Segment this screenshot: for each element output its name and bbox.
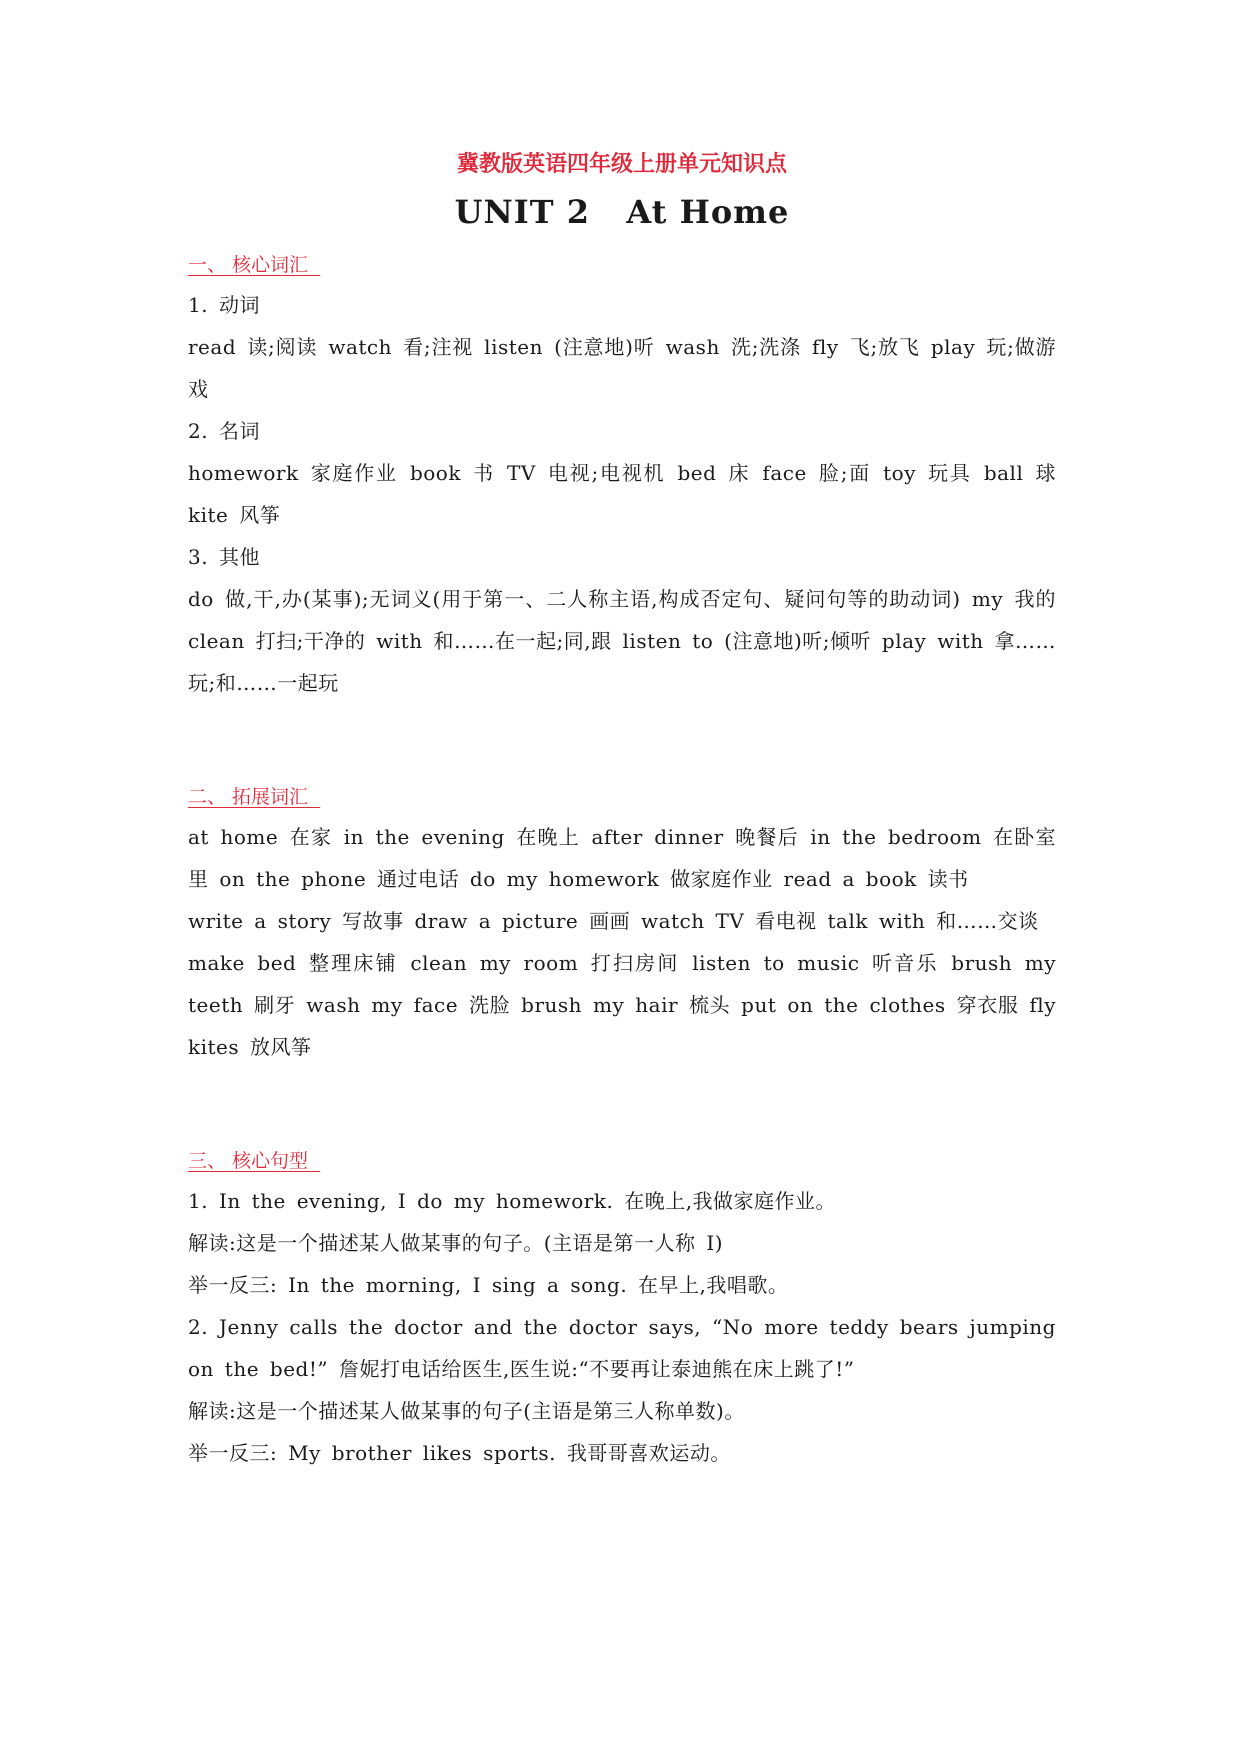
section-heading: 一、 核心词汇	[188, 254, 321, 276]
sentence-1-example: 举一反三: In the morning, I sing a song. 在早上,我唱歌。	[188, 1273, 789, 1297]
sentence-1-explanation: 解读:这是一个描述某人做某事的句子。(主语是第一人称 I)	[188, 1231, 724, 1255]
document-title: UNIT 2 At Home	[454, 193, 790, 231]
subheading-others: 3. 其他	[188, 545, 260, 569]
sentence-1: 1. In the evening, I do my homework. 在晚上,我做家庭作业。	[188, 1189, 837, 1213]
phrase-paragraph: at home 在家 in the evening 在晚上 after dinner 晚餐后 in the bedroom 在卧室里 on the phone 通过电话 do my homework 做家庭作业 read a book 读书	[188, 825, 1056, 891]
section-core-sentences	[188, 1148, 1056, 1474]
section-heading: 三、 核心句型	[188, 1150, 321, 1172]
verbs-list: read 读;阅读 watch 看;注视 listen (注意地)听 wash 洗;洗涤 fly 飞;放飞 play 玩;做游戏	[188, 335, 1056, 401]
subheading-nouns: 2. 名词	[188, 419, 260, 443]
document-subtitle: 冀教版英语四年级上册单元知识点	[456, 152, 787, 177]
section-heading: 二、 拓展词汇	[188, 786, 321, 808]
phrase-paragraph: write a story 写故事 draw a picture 画画 watch TV 看电视 talk with 和……交谈	[188, 909, 1039, 933]
section-core-vocabulary	[188, 252, 1056, 704]
sentence-2-explanation: 解读:这是一个描述某人做某事的句子(主语是第三人称单数)。	[188, 1399, 745, 1423]
phrase-paragraph: make bed 整理床铺 clean my room 打扫房间 listen to music 听音乐 brush my teeth 刷牙 wash my face 洗脸 brush my hair 梳头 put on the clothes 穿衣服 fly kites 放风筝	[188, 951, 1056, 1059]
sentence-2: 2. Jenny calls the doctor and the doctor says, “No more teddy bears jumping on the bed!” 詹妮打电话给医生,医生说:“不要再让泰迪熊在床上跳了!”	[188, 1315, 1056, 1381]
document-page	[188, 150, 1056, 1474]
nouns-list: homework 家庭作业 book 书 TV 电视;电视机 bed 床 face 脸;面 toy 玩具 ball 球 kite 风筝	[188, 461, 1056, 527]
section-extended-vocabulary	[188, 784, 1056, 1068]
subheading-verbs: 1. 动词	[188, 293, 260, 317]
others-list: do 做,干,办(某事);无词义(用于第一、二人称主语,构成否定句、疑问句等的助动词) my 我的 clean 打扫;干净的 with 和……在一起;同,跟 listen to (注意地)听;倾听 play with 拿……玩;和……一起玩	[188, 587, 1056, 695]
sentence-2-example: 举一反三: My brother likes sports. 我哥哥喜欢运动。	[188, 1441, 731, 1465]
